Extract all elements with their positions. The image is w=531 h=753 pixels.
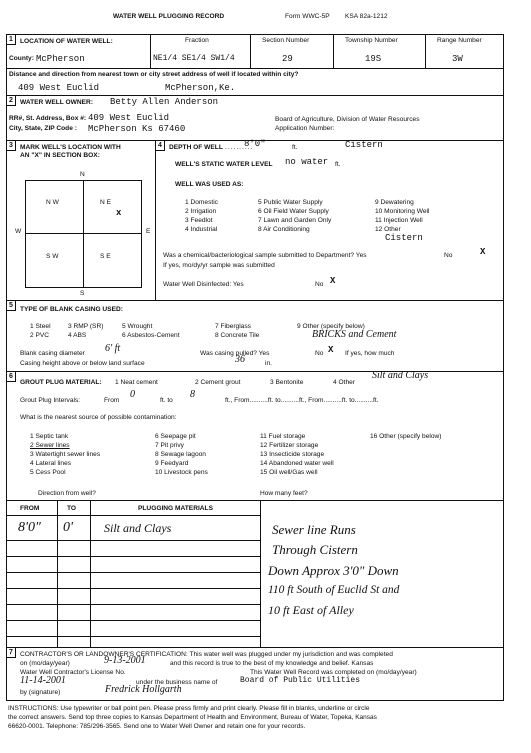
- nw-quadrant-label: N W: [46, 199, 59, 206]
- source-15[interactable]: 15 Oil well/Gas well: [260, 469, 318, 476]
- disinfected-no-label: No: [315, 281, 324, 288]
- interval-from-value: 0: [130, 389, 135, 400]
- grout-4[interactable]: 4 Other: [333, 379, 355, 386]
- ne-quadrant-label: N E: [100, 199, 111, 206]
- source-1[interactable]: 1 Septic tank: [30, 433, 69, 440]
- well-location-mark: x: [116, 208, 122, 218]
- use-3[interactable]: 3 Feedlot: [185, 217, 213, 224]
- chem-no-label: No: [444, 252, 453, 259]
- table-col-to: TO: [67, 505, 77, 512]
- casing-5[interactable]: 5 Wrought: [122, 323, 153, 330]
- casing-2[interactable]: 2 PVC: [30, 332, 50, 339]
- business-name-label: under the business name of: [136, 679, 218, 686]
- source-10[interactable]: 10 Livestock pens: [155, 469, 208, 476]
- table-row-to: 0': [63, 520, 73, 535]
- casing-9[interactable]: 9 Other (specify below): [297, 323, 365, 330]
- street-address: 409 West Euclid: [18, 83, 100, 93]
- note-line-2: Through Cistern: [272, 542, 358, 557]
- direction-label: Direction from well?: [38, 490, 96, 497]
- owner-label: WATER WELL OWNER:: [20, 99, 94, 106]
- casing-height-unit: in.: [265, 360, 272, 367]
- signature: Fredrick Hollgarth: [105, 684, 182, 695]
- chem-no-mark: X: [480, 247, 486, 257]
- used-as-label: WELL WAS USED AS:: [175, 181, 244, 188]
- use-12[interactable]: 12 Other: [375, 226, 401, 233]
- casing-4[interactable]: 4 ABS: [68, 332, 87, 339]
- use-11[interactable]: 11 Injection Well: [375, 217, 423, 224]
- grout-3[interactable]: 3 Bentonite: [270, 379, 304, 386]
- form-number: Form WWC-5P: [285, 13, 330, 20]
- source-13[interactable]: 13 Insecticide storage: [260, 451, 325, 458]
- source-4[interactable]: 4 Lateral lines: [30, 460, 72, 467]
- use-2[interactable]: 2 Irrigation: [185, 208, 217, 215]
- sw-quadrant-label: S W: [46, 253, 59, 260]
- source-8[interactable]: 8 Sewage lagoon: [155, 451, 206, 458]
- note-line-3: Down Approx 3'0" Down: [268, 563, 399, 578]
- source-9[interactable]: 9 Feedyard: [155, 460, 189, 467]
- casing-other-value: BRICKS and Cement: [312, 329, 397, 340]
- source-7[interactable]: 7 Pit privy: [155, 442, 184, 449]
- grout-2[interactable]: 2 Cement grout: [195, 379, 241, 386]
- chem-sample-label: Was a chemical/bacteriological sample submitted to Department? Yes: [163, 252, 367, 259]
- casing-pulled-no-label: No: [315, 350, 324, 357]
- section-value: 29: [282, 54, 293, 64]
- use-10[interactable]: 10 Monitoring Well: [375, 208, 430, 215]
- casing-3[interactable]: 3 RMP (SR): [68, 323, 104, 330]
- completion-date: 9-13-2001: [104, 655, 146, 666]
- use-7[interactable]: 7 Lawn and Garden Only: [258, 217, 332, 224]
- city-value: McPherson,Ke.: [165, 83, 236, 93]
- fraction-label: Fraction: [185, 37, 209, 44]
- casing-6[interactable]: 6 Asbestos-Cement: [122, 332, 180, 339]
- location-label: LOCATION OF WATER WELL:: [20, 38, 113, 45]
- grout-material-label: GROUT PLUG MATERIAL:: [20, 379, 102, 386]
- section-6-number: 6: [7, 372, 16, 382]
- use-6[interactable]: 6 Oil Field Water Supply: [258, 208, 329, 215]
- section-2-number: 2: [7, 96, 16, 106]
- casing-type-label: TYPE OF BLANK CASING USED:: [20, 306, 123, 313]
- casing-7[interactable]: 7 Fiberglass: [215, 323, 251, 330]
- interval-2-label: ft., From..........ft. to..........ft., From..........ft. to..........ft.: [225, 397, 379, 404]
- disinfected-no-mark: X: [330, 276, 336, 286]
- range-number-label: Range Number: [437, 37, 482, 44]
- range-value: 3W: [452, 54, 463, 64]
- board-label: Board of Agriculture, Division of Water Resources: [275, 116, 420, 123]
- casing-height-value: 36: [235, 354, 245, 365]
- mark-location-label-1: MARK WELL'S LOCATION WITH: [20, 144, 121, 151]
- use-9[interactable]: 9 Dewatering: [375, 199, 414, 206]
- certification-line-1: CONTRACTOR'S OR LANDOWNER'S CERTIFICATION: This water well was plugged under my jurisdiction and was completed: [20, 651, 393, 658]
- note-line-1: Sewer line Runs: [272, 522, 356, 537]
- contamination-label: What is the nearest source of possible contamination:: [20, 414, 177, 421]
- source-16[interactable]: 16 Other (specify below): [370, 433, 442, 440]
- county-value: McPherson: [36, 54, 85, 64]
- ksa-reference: KSA 82a-1212: [345, 13, 388, 20]
- north-label: N: [80, 171, 85, 178]
- casing-diameter-value: 6' ft: [105, 343, 121, 354]
- form-title: WATER WELL PLUGGING RECORD: [113, 13, 225, 20]
- record-date: 11-14-2001: [20, 675, 66, 686]
- use-other-value: Cistern: [385, 233, 423, 243]
- source-11[interactable]: 11 Fuel storage: [260, 433, 306, 440]
- use-4[interactable]: 4 Industrial: [185, 226, 218, 233]
- interval-from-label: From: [104, 397, 120, 404]
- fraction-value: NE1/4 SE1/4 SW1/4: [153, 54, 235, 63]
- section-4-number: 4: [156, 141, 165, 151]
- use-1[interactable]: 1 Domestic: [185, 199, 218, 206]
- depth-ft: ft.: [292, 144, 298, 151]
- casing-height-label: Casing height above or below land surface: [20, 360, 145, 367]
- instructions-line-3: 66620-0001. Telephone: 785/296-3565. Send one to Water Well Owner and retain one for your records.: [8, 723, 306, 730]
- grout-intervals-label: Grout Plug Intervals:: [20, 397, 81, 404]
- address-label: RR#, St. Address, Box #:: [9, 115, 87, 122]
- south-label: S: [80, 290, 85, 297]
- east-label: E: [146, 228, 151, 235]
- township-number-label: Township Number: [345, 37, 398, 44]
- section-number-label: Section Number: [262, 37, 310, 44]
- distance-label: Distance and direction from nearest town or city street address of well if located within city?: [9, 71, 299, 78]
- source-12[interactable]: 12 Fertilizer storage: [260, 442, 319, 449]
- use-8[interactable]: 8 Air Conditioning: [258, 226, 310, 233]
- table-col-from: FROM: [20, 505, 40, 512]
- chem-sample-date-label: If yes, mo/dy/yr sample was submitted: [163, 262, 275, 269]
- section-1-number: 1: [7, 35, 16, 45]
- note-line-4: 110 ft South of Euclid St and: [268, 584, 400, 596]
- certification-line-2a: on (mo/day/year): [20, 660, 70, 667]
- casing-8[interactable]: 8 Concrete Tile: [215, 332, 260, 339]
- interval-to-label: ft. to: [160, 397, 173, 404]
- owner-city: McPherson Ks 67460: [88, 124, 186, 134]
- license-label: Water Well Contractor's License No.: [20, 669, 126, 676]
- source-6[interactable]: 6 Seepage pit: [155, 433, 196, 440]
- instructions-line-2: the correct answers. Send top three copies to Kansas Department of Health and Environment, Bureau of Water, Topeka, Kansas: [8, 714, 377, 721]
- section-7-number: 7: [7, 648, 16, 658]
- interval-to-value: 8: [190, 389, 195, 400]
- source-5[interactable]: 5 Cess Pool: [30, 469, 66, 476]
- casing-pulled-no-mark: X: [328, 345, 334, 355]
- west-label: W: [15, 228, 22, 235]
- depth-note: Cistern: [345, 140, 383, 150]
- casing-pulled-label: Was casing pulled? Yes: [200, 350, 270, 357]
- casing-1[interactable]: 1 Steel: [30, 323, 51, 330]
- use-5[interactable]: 5 Public Water Supply: [258, 199, 323, 206]
- grout-1[interactable]: 1 Neat cement: [115, 379, 158, 386]
- certification-line-2b: and this record is true to the best of my knowledge and belief. Kansas: [170, 660, 374, 667]
- note-line-5: 10 ft East of Alley: [268, 603, 354, 617]
- how-much-label: If yes, how much: [345, 350, 395, 357]
- source-14[interactable]: 14 Abandoned water well: [260, 460, 334, 467]
- disinfected-label: Water Well Disinfected: Yes: [163, 281, 244, 288]
- township-value: 19S: [365, 54, 382, 64]
- grout-other-value: Silt and Clays: [372, 370, 429, 381]
- how-many-feet-label: How many feet?: [260, 490, 308, 497]
- static-level-value: no water: [285, 157, 329, 167]
- static-level-label: WELL'S STATIC WATER LEVEL: [175, 161, 273, 168]
- static-ft: ft.: [335, 161, 341, 168]
- business-name: Board of Public Utilities: [240, 676, 361, 685]
- table-row-from: 8'0": [18, 520, 41, 535]
- section-5-number: 5: [7, 301, 16, 311]
- casing-diameter-label: Blank casing diameter: [20, 350, 85, 357]
- table-row-material: Silt and Clays: [104, 521, 172, 535]
- record-completed-label: This Water Well Record was completed on (mo/day/year): [250, 669, 417, 676]
- instructions-line-1: INSTRUCTIONS: Use typewriter or ball point pen. Please press firmly and print clearly. Please fill in blanks, underline or circle: [8, 705, 370, 712]
- table-col-materials: PLUGGING MATERIALS: [138, 505, 213, 512]
- county-label: County:: [9, 55, 34, 62]
- se-quadrant-label: S E: [100, 253, 111, 260]
- owner-name: Betty Allen Anderson: [110, 97, 219, 107]
- depth-label: DEPTH OF WELL: [169, 144, 223, 151]
- section-3-number: 3: [7, 141, 16, 151]
- application-label: Application Number:: [275, 125, 335, 132]
- source-3[interactable]: 3 Watertight sewer lines: [30, 451, 101, 458]
- owner-address: 409 West Euclid: [88, 113, 170, 123]
- signature-label: by (signature): [20, 689, 61, 696]
- mark-location-label-2: AN "X" IN SECTION BOX:: [20, 152, 100, 159]
- source-2[interactable]: 2 Sewer lines: [30, 442, 70, 449]
- depth-value: 8'0": [244, 139, 266, 149]
- city-state-zip-label: City, State, ZIP Code :: [9, 125, 77, 132]
